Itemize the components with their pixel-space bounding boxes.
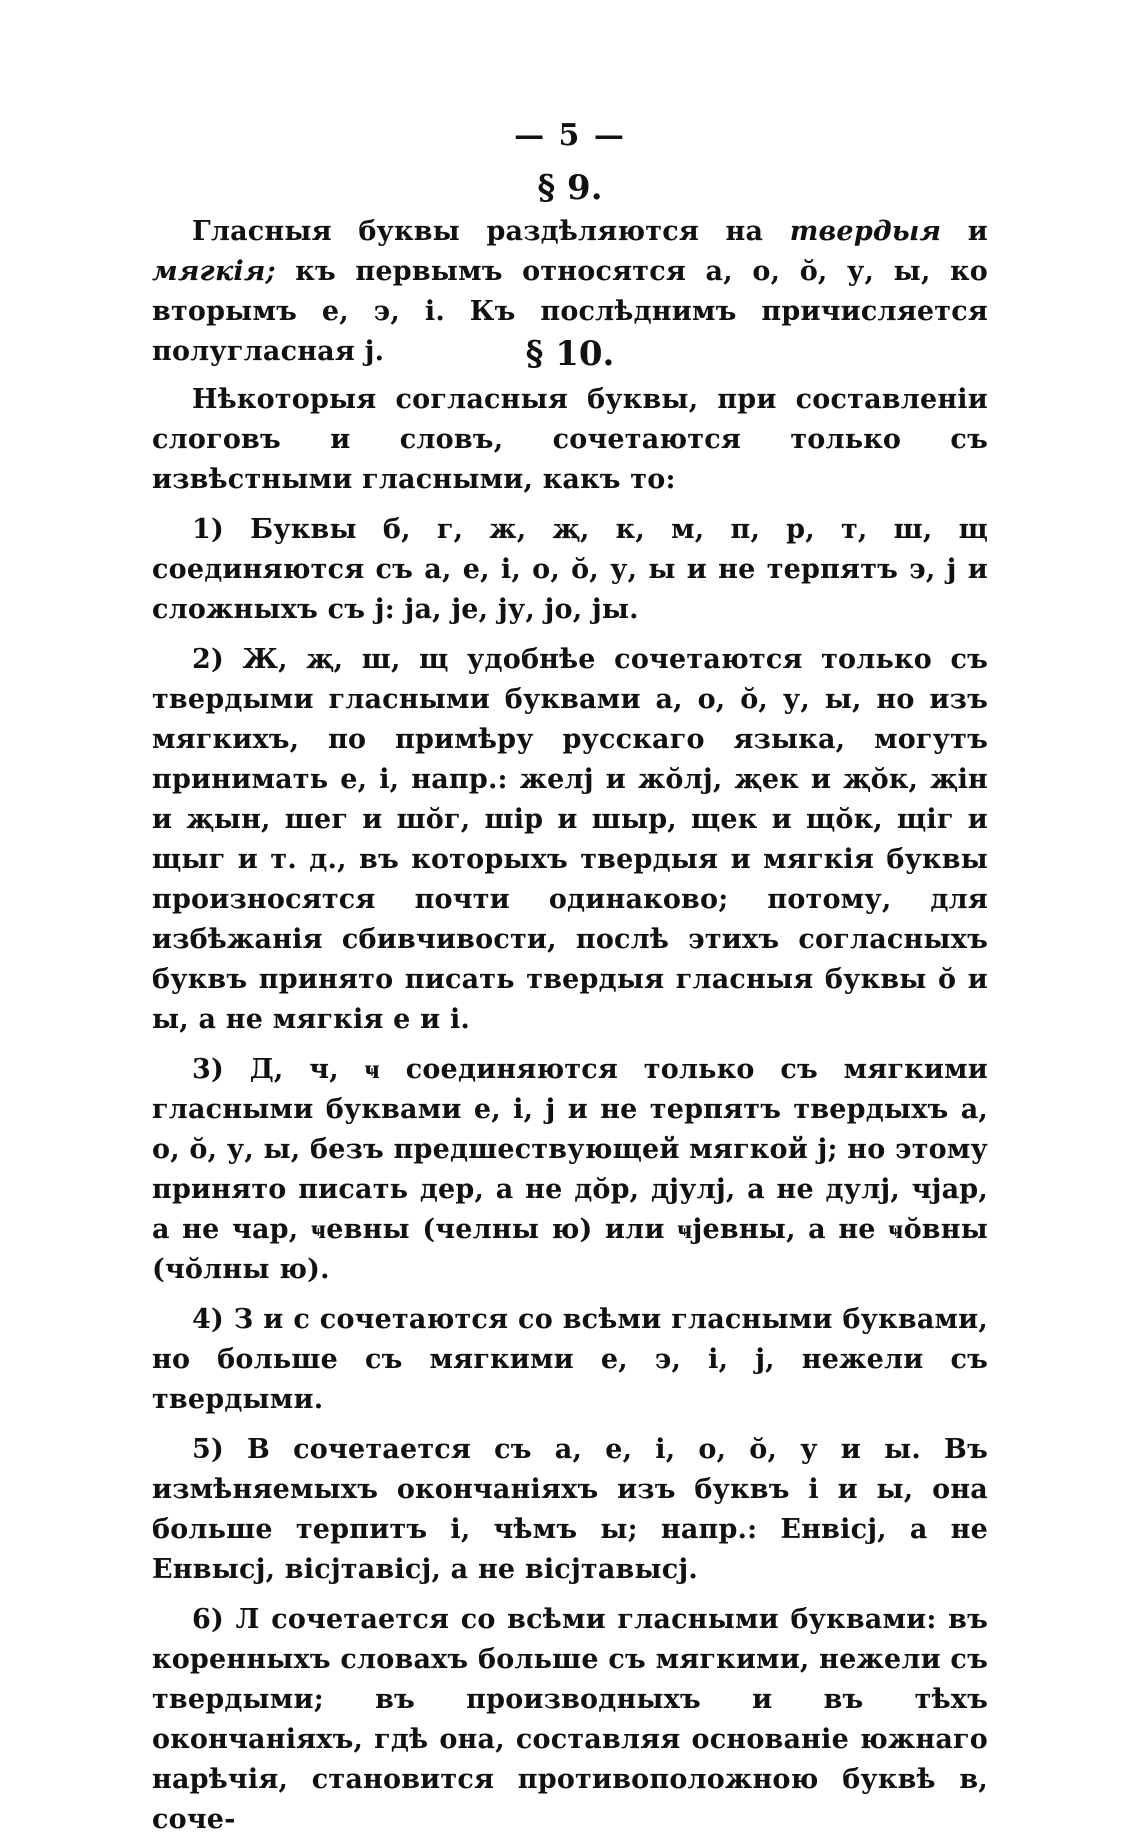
section-9-heading: § 9. [537, 168, 603, 208]
page-number: — 5 — [514, 118, 626, 153]
section-10-intro: Нѣкоторыя согласныя буквы, при составленіи слоговъ и словъ, сочетаются только съ извѣстными гласными, какъ то: [152, 384, 988, 495]
section-10-heading: § 10. [525, 334, 615, 374]
term-soft: мягкія; [152, 256, 276, 287]
rule-item-6: 6) Л сочетается со всѣми гласными буквами: въ коренныхъ словахъ больше съ мягкими, нежели съ твердыми; въ производныхъ и въ тѣхъ окончаніяхъ, гдѣ она, составляя основаніе южнаго нарѣчія, становится противоположною буквѣ в, соче- [152, 1604, 988, 1835]
term-hard: твердыя [789, 216, 942, 247]
rule-item-3: 3) Д, ч, ҹ соединяются только съ мягкими гласными буквами е, і, ј и не терпятъ твердыхъ а, о, ŏ, у, ы, безъ предшествующей мягкой ј; но этому принято писать дер, а не дŏр, дјулј, а не дулј, чјар, а не чар, ҹевны (челны ю) или ҹјевны, а не ҹŏвны (чŏлны ю). [152, 1054, 988, 1285]
rule-item-4: 4) З и с сочетаются со всѣми гласными буквами, но больше съ мягкими е, э, і, ј, нежели съ твердыми. [152, 1304, 988, 1415]
text-run: Гласныя буквы раздѣляются на [192, 216, 790, 247]
text-run: къ первымъ относятся а, о, ŏ, у, ы, ко вторымъ е, э, і. Къ послѣднимъ причисляется полугласная ј. [152, 256, 988, 367]
text-run: и [941, 216, 988, 247]
rule-item-5: 5) В сочетается съ а, е, і, о, ŏ, у и ы. Въ измѣняемыхъ окончаніяхъ изъ буквъ і и ы, она больше терпитъ і, чѣмъ ы; напр.: Енвісј, а не Енвысј, вісјтавісј, а не вісјтавысј. [152, 1434, 988, 1585]
section-10-text [152, 380, 988, 1840]
rule-item-1: 1) Буквы б, г, ж, җ, к, м, п, р, т, ш, щ соединяются съ а, е, і, о, ŏ, у, ы и не терпятъ э, ј и сложныхъ съ ј: ја, је, ју, јо, јы. [152, 514, 988, 625]
rule-item-2: 2) Ж, җ, ш, щ удобнѣе сочетаются только съ твердыми гласными буквами а, о, ŏ, у, ы, но изъ мягкихъ, по примѣру русскаго языка, могутъ принимать е, і, напр.: желј и жŏлј, җек и җŏк, җін и җын, шег и шŏг, шір и шыр, щек и щŏк, щіг и щыг и т. д., въ которыхъ твердыя и мягкія буквы произносятся почти одинаково; потому, для избѣжанія сбивчивости, послѣ этихъ согласныхъ буквъ принято писать твердыя гласныя буквы ŏ и ы, а не мягкія е и і. [152, 644, 988, 1035]
